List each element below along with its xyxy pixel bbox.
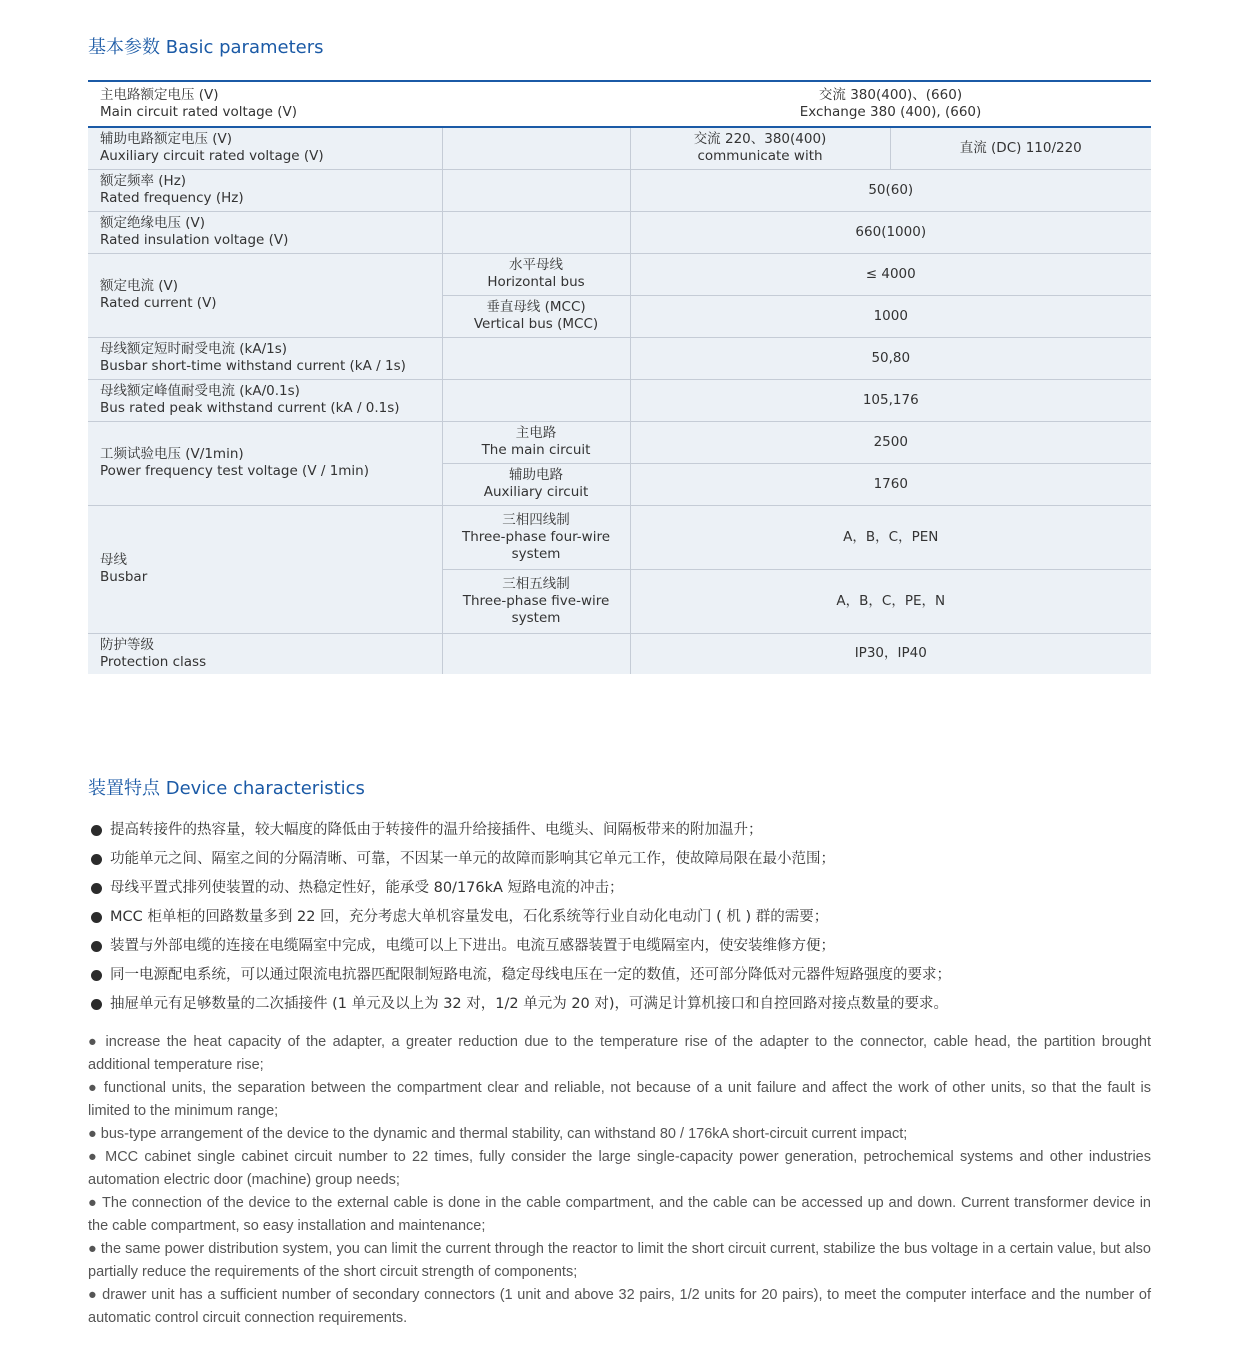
table-header-row [88,81,1151,127]
peak-current-value: 105,176 [630,379,1151,421]
table-row [88,169,1151,211]
empty-cell [442,337,630,379]
label-en: Busbar [100,569,148,585]
protection-value: IP30，IP40 [630,633,1151,674]
rated-frequency-label [88,169,442,211]
empty-cell [442,127,630,169]
bullet-icon [91,854,102,865]
bullet-icon [91,999,102,1010]
sub-cn: 辅助电路 [509,467,563,483]
bullet-icon [91,883,102,894]
list-item: ● bus-type arrangement of the device to the dynamic and thermal stability, can withstand 80 / 176kA short-circuit current impact; [88,1126,908,1142]
aux-voltage-dc: 直流 (DC) 110/220 [890,127,1151,169]
item-text: MCC 柜单柜的回路数量多到 22 回，充分考虑大单机容量发电，石化系统等行业自动化电动门 ( 机 ) 群的需要； [110,909,829,925]
list-item [88,818,1151,847]
protection-label [88,633,442,674]
sub-cn: 水平母线 [509,257,563,273]
sub-en: system [511,545,561,562]
table-row [88,337,1151,379]
label-en: Rated current (V) [100,295,217,311]
value-en: Exchange 380 (400), (660) [799,104,982,120]
test-voltage-label [88,421,442,505]
sub-en: system [511,609,561,626]
sub-en: Three-phase five-wire [462,592,610,609]
list-item: ● functional units, the separation between the compartment clear and reliable, not because of a unit failure and affect the work of other units, so that the fault is limited to the minimum range; [88,1080,1151,1119]
item-text: 抽屉单元有足够数量的二次插接件 (1 单元及以上为 32 对，1/2 单元为 20 对)，可满足计算机接口和自控回路对接点数量的要求。 [110,996,949,1012]
list-item [88,876,1151,905]
short-time-current-value: 50,80 [630,337,1151,379]
label-en: Bus rated peak withstand current (kA / 0.1s) [100,400,400,416]
vertical-bus-label [442,295,630,337]
insulation-voltage-value: 660(1000) [630,211,1151,253]
main-voltage-value [630,81,1151,127]
busbar-label [88,505,442,633]
aux-voltage-ac [630,127,890,169]
main-voltage-label [88,81,630,127]
label-en: Protection class [100,653,207,670]
label-en: Power frequency test voltage (V / 1min) [100,463,370,479]
label-cn: 主电路额定电压 (V) [100,87,219,103]
list-item: ● the same power distribution system, you can limit the current through the reactor to limit the short circuit current, stabilize the bus voltage in a certain value, but also partially reduce the requirements of the short circuit strength of components; [88,1241,1151,1280]
label-cn: 辅助电路额定电压 (V) [100,131,233,148]
aux-circuit-label [442,463,630,505]
item-text: 功能单元之间、隔室之间的分隔清晰、可靠，不因某一单元的故障而影响其它单元工作，使故障局限在最小范围； [110,851,835,867]
basic-parameters-title: 基本参数 Basic parameters [88,37,324,58]
main-circuit-label [442,421,630,463]
label-en: Rated frequency (Hz) [100,190,244,206]
label-en: Rated insulation voltage (V) [100,232,289,248]
label-cn: 额定频率 (Hz) [100,173,187,189]
label-cn: 母线额定短时耐受电流 (kA/1s) [100,341,288,357]
table-row [88,127,1151,169]
empty-cell [442,211,630,253]
parameters-table [88,80,1151,674]
label-en: Auxiliary circuit rated voltage (V) [100,148,324,165]
sub-cn: 三相四线制 [502,511,570,528]
table-row [88,633,1151,674]
main-circuit-value: 2500 [630,421,1151,463]
device-characteristics-title: 装置特点 Device characteristics [88,778,365,799]
bullet-icon [91,912,102,923]
table-row [88,253,1151,295]
label-en: Main circuit rated voltage (V) [100,104,298,120]
sub-cn: 三相五线制 [502,575,570,592]
characteristics-list-en [88,1031,1151,1330]
value-en: communicate with [697,148,823,165]
label-cn: 额定绝缘电压 (V) [100,215,206,231]
list-item [88,905,1151,934]
item-text: 母线平置式排列使装置的动、热稳定性好，能承受 80/176kA 短路电流的冲击； [110,880,624,896]
bullet-icon [91,941,102,952]
empty-cell [442,379,630,421]
list-item: ● MCC cabinet single cabinet circuit number to 22 times, fully consider the large single-capacity power generation, petrochemical systems and other industries automation electric door (machine) group needs; [88,1149,1151,1188]
item-text: 同一电源配电系统，可以通过限流电抗器匹配限制短路电流，稳定母线电压在一定的数值，还可部分降低对元器件短路强度的要求； [110,967,951,983]
four-wire-label [442,505,630,569]
sub-en: Auxiliary circuit [483,484,589,500]
rated-frequency-value: 50(60) [630,169,1151,211]
horizontal-bus-value: ≤ 4000 [630,253,1151,295]
four-wire-value: A，B，C，PEN [630,505,1151,569]
sub-en: The main circuit [481,442,591,458]
characteristics-list-cn [88,818,1151,1021]
label-cn: 母线额定峰值耐受电流 (kA/0.1s) [100,383,300,399]
empty-cell [442,633,630,674]
table-row [88,505,1151,569]
table-row [88,211,1151,253]
list-item [88,963,1151,992]
label-en: Busbar short-time withstand current (kA / 1s) [100,358,406,374]
list-item [88,847,1151,876]
label-cn: 额定电流 (V) [100,278,179,294]
aux-circuit-value: 1760 [630,463,1151,505]
peak-current-label [88,379,442,421]
list-item [88,934,1151,963]
five-wire-value: A，B，C，PE，N [630,569,1151,633]
table-row [88,421,1151,463]
value-cn: 交流 220、380(400) [693,131,827,148]
list-item: ● increase the heat capacity of the adapter, a greater reduction due to the temperature rise of the adapter to the connector, cable head, the partition brought additional temperature rise; [88,1034,1151,1073]
sub-cn: 垂直母线 (MCC) [486,299,586,315]
bullet-icon [91,970,102,981]
short-time-current-label [88,337,442,379]
label-cn: 防护等级 [100,636,154,653]
item-text: 装置与外部电缆的连接在电缆隔室中完成，电缆可以上下进出。电流互感器装置于电缆隔室内，使安装维修方便； [110,938,835,954]
list-item [88,992,1151,1021]
list-item: ● drawer unit has a sufficient number of secondary connectors (1 unit and above 32 pairs, 1/2 units for 20 pairs), to meet the computer interface and the number of automatic control circuit connection requirements. [88,1287,1151,1326]
five-wire-label [442,569,630,633]
rated-current-label [88,253,442,337]
item-text: 提高转接件的热容量，较大幅度的降低由于转接件的温升给接插件、电缆头、间隔板带来的附加温升； [110,822,763,838]
horizontal-bus-label [442,253,630,295]
insulation-voltage-label [88,211,442,253]
sub-en: Horizontal bus [487,274,585,290]
aux-voltage-label [88,127,442,169]
sub-en: Three-phase four-wire [461,528,611,545]
label-cn: 母线 [100,552,127,568]
vertical-bus-value: 1000 [630,295,1151,337]
value-cn: 交流 380(400)、(660) [818,87,963,103]
bullet-icon [91,825,102,836]
sub-en: Vertical bus (MCC) [473,316,599,332]
sub-cn: 主电路 [515,425,557,441]
label-cn: 工频试验电压 (V/1min) [100,446,244,462]
empty-cell [442,169,630,211]
table-row [88,379,1151,421]
list-item: ● The connection of the device to the external cable is done in the cable compartment, and the cable can be accessed up and down. Current transformer device in the cable compartment, so easy installation and maintenance; [88,1195,1151,1234]
